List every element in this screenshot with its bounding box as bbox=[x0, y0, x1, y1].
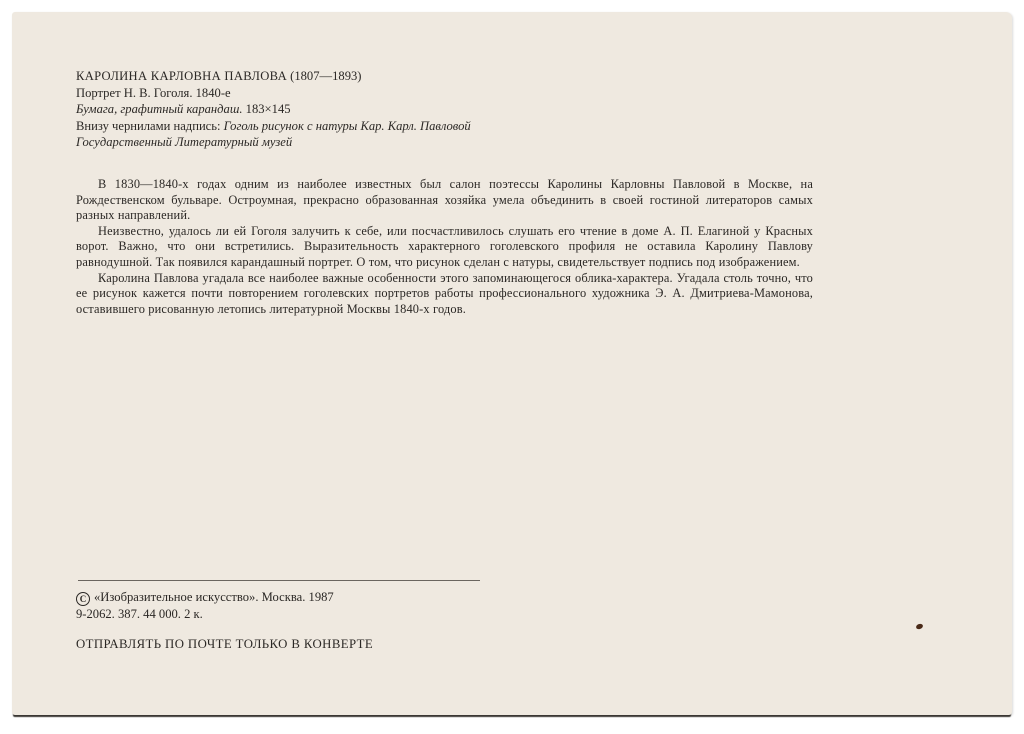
inscription-label: Внизу чернилами надпись: bbox=[76, 118, 221, 133]
collection: Государственный Литературный музей bbox=[76, 135, 293, 149]
inscription-text: Гоголь рисунок с натуры Кар. Карл. Павловой bbox=[223, 118, 471, 133]
divider bbox=[78, 580, 480, 581]
artist-years: (1807—1893) bbox=[290, 69, 362, 83]
print-code: 9-2062. 387. 44 000. 2 к. bbox=[76, 607, 203, 621]
caption-block bbox=[76, 68, 471, 151]
medium-line bbox=[76, 101, 471, 118]
paragraph: Неизвестно, удалось ли ей Гоголя залучить к себе, или посчастливилось слушать его чтение в доме А. П. Елагиной у Красных ворот. Важно, что они встретились. Выразительность характерного гоголевского профиля не оставила Каролину Павлову равнодушной. Так появился карандашный портрет. О том, что рисунок сделан с натуры, свидетельствует подпись под изображением. bbox=[76, 223, 813, 269]
imprint-block bbox=[76, 589, 334, 623]
description-text bbox=[76, 177, 813, 317]
publisher-line bbox=[76, 589, 334, 606]
artwork-title: Портрет Н. В. Гоголя. 1840-е bbox=[76, 85, 231, 100]
artist-name: КАРОЛИНА КАРЛОВНА ПАВЛОВА bbox=[76, 69, 287, 83]
paragraph: Каролина Павлова угадала все наиболее важные особенности этого запоминающегося облика-характера. Угадала столь точно, что ее рисунок кажется почти повторением гоголевских портретов работы профессионального художника Э. А. Дмитриева-Мамонова, оставившего рисованную летопись литературной Москвы 1840-х годов. bbox=[76, 270, 813, 316]
artist-line bbox=[76, 68, 471, 85]
inscription-line bbox=[76, 118, 471, 135]
dimensions: 183×145 bbox=[245, 102, 291, 116]
medium: Бумага, графитный карандаш. bbox=[76, 102, 243, 116]
paragraph: В 1830—1840-х годах одним из наиболее известных был салон поэтессы Каролины Карловны Павловой в Москве, на Рождественском бульваре. Остроумная, прекрасно образованная хозяйка умела объединить в своей гостиной литераторов самых разных направлений. bbox=[76, 177, 813, 223]
postcard-back bbox=[12, 12, 1012, 715]
mailing-notice: ОТПРАВЛЯТЬ ПО ПОЧТЕ ТОЛЬКО В КОНВЕРТЕ bbox=[76, 637, 374, 651]
ink-spot bbox=[915, 623, 923, 630]
publisher: «Изобразительное искусство». Москва. 1987 bbox=[94, 590, 334, 604]
copyright-icon: C bbox=[76, 592, 90, 606]
